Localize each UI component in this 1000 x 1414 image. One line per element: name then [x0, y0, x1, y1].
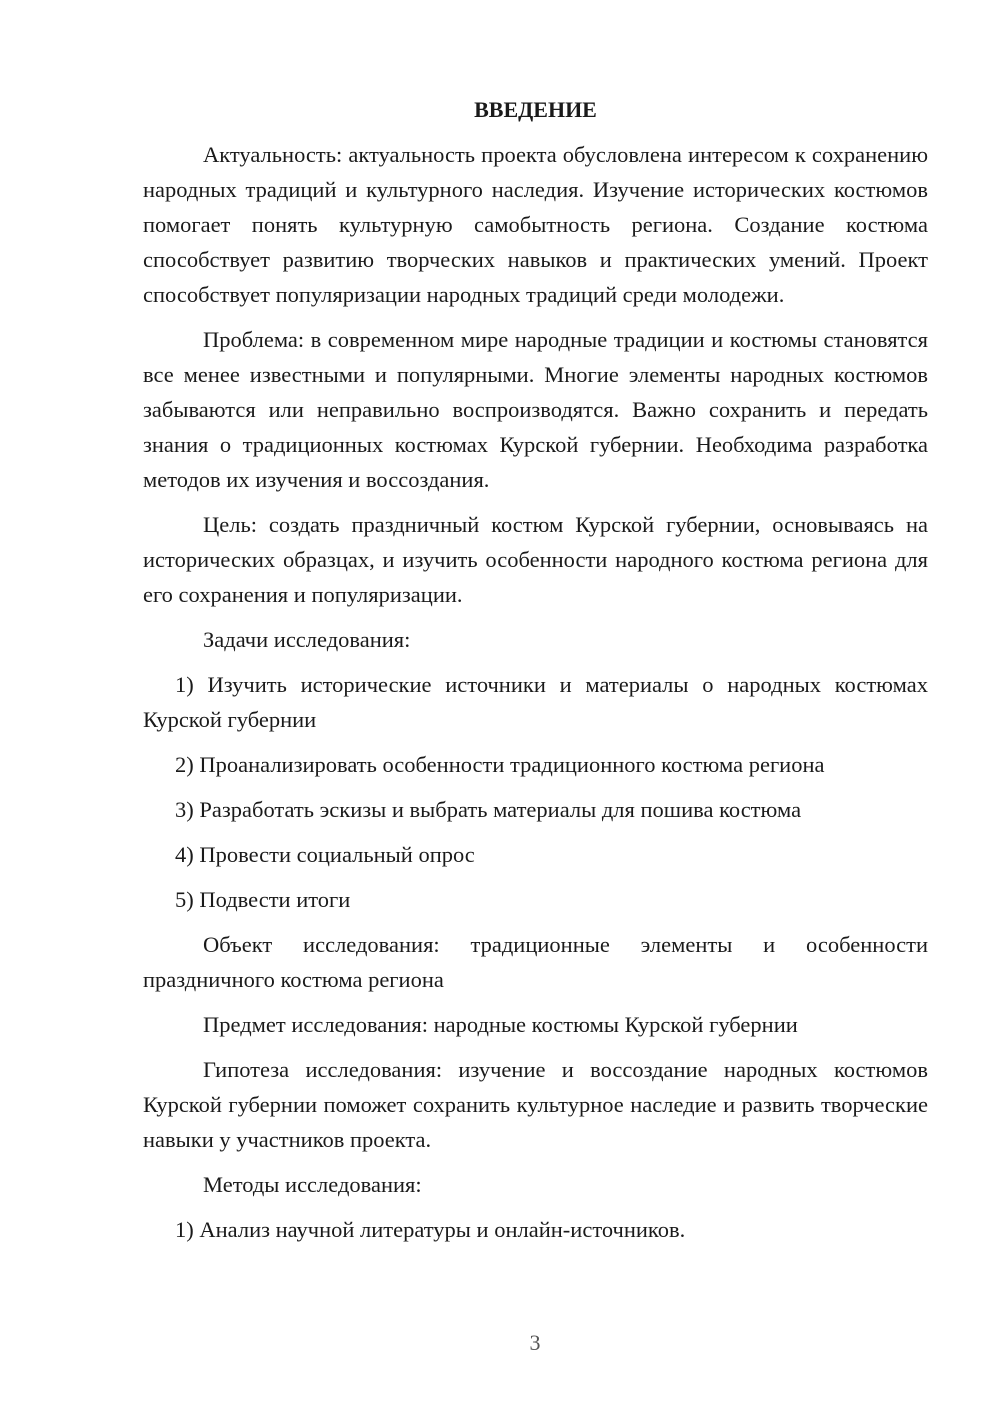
task-item-1: 1) Изучить исторические источники и материалы о народных костюмах Курской губернии [143, 672, 928, 732]
subject-paragraph: Предмет исследования: народные костюмы Курской губернии [203, 1012, 798, 1037]
task-item-5: 5) Подвести итоги [175, 887, 351, 912]
task-item-2: 2) Проанализировать особенности традиционного костюма региона [175, 752, 825, 777]
page-body [143, 95, 928, 1257]
task-item-4: 4) Провести социальный опрос [175, 842, 475, 867]
page-title: ВВЕДЕНИЕ [474, 97, 597, 122]
tasks-heading: Задачи исследования: [203, 627, 411, 652]
problem-paragraph: Проблема: в современном мире народные традиции и костюмы становятся все менее известными и популярными. Многие элементы народных костюмов забываются или неправильно воспроизводятся. Важно сохранить и передать знания о традиционных костюмах Курской губернии. Необходима разработка методов их изучения и воссоздания. [143, 327, 928, 492]
goal-paragraph: Цель: создать праздничный костюм Курской губернии, основываясь на исторических образцах, и изучить особенности народного костюма региона для его сохранения и популяризации. [143, 512, 928, 607]
page-number: 3 [529, 1330, 541, 1355]
task-item-3: 3) Разработать эскизы и выбрать материалы для пошива костюма [175, 797, 802, 822]
method-item-1: 1) Анализ научной литературы и онлайн-источников. [175, 1217, 686, 1242]
hypothesis-paragraph: Гипотеза исследования: изучение и воссоздание народных костюмов Курской губернии поможет сохранить культурное наследие и развить творческие навыки у участников проекта. [143, 1057, 928, 1152]
object-paragraph: Объект исследования: традиционные элементы и особенности праздничного костюма региона [143, 932, 928, 992]
relevance-paragraph: Актуальность: актуальность проекта обусловлена интересом к сохранению народных традиций и культурного наследия. Изучение исторических костюмов помогает понять культурную самобытность региона. Создание костюма способствует развитию творческих навыков и практических умений. Проект способствует популяризации народных традиций среди молодежи. [143, 142, 928, 307]
methods-heading: Методы исследования: [203, 1172, 422, 1197]
